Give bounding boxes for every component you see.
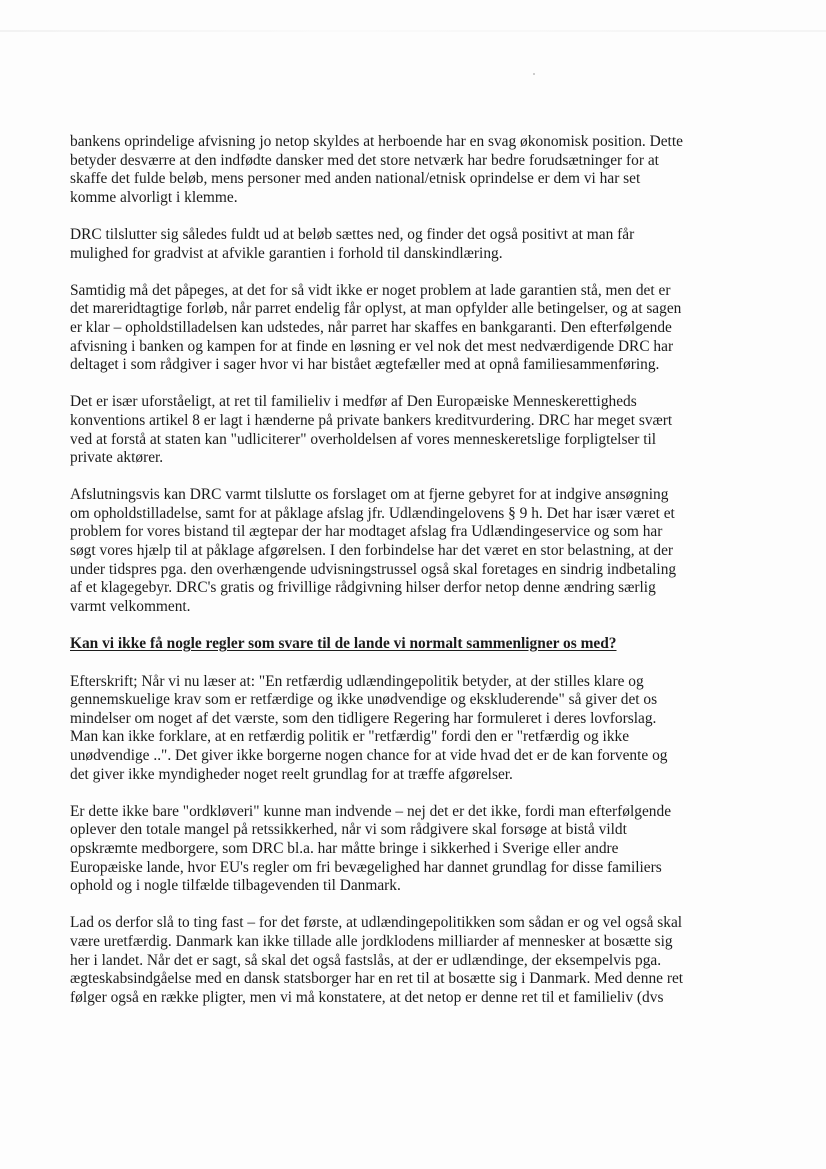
text-line: afvisning i banken og kampen for at finde en løsning er vel nok det mest nedværdigende DRC har	[70, 337, 674, 355]
text-line: følger også en række pligter, men vi må konstatere, at det netop er denne ret til et familieliv (dvs	[70, 988, 664, 1006]
text-line: bankens oprindelige afvisning jo netop skyldes at herboende har en svag økonomisk position. Dette	[70, 133, 683, 150]
text-line: private aktører.	[70, 449, 164, 467]
text-line: mulighed for gradvist at afvikle garantien i forhold til danskindlæring.	[70, 244, 503, 262]
text-line: oplever den totale mangel på retssikkerhed, når vi som rådgivere skal forsøge at bistå vildt	[70, 821, 627, 839]
text-line: om opholdstilladelse, samt for at påklage afslag jfr. Udlændingelovens § 9 h. Det har især været et	[70, 504, 675, 522]
text-line: søgt vores hjælp til at påklage afgørelsen. I den forbindelse har det været en stor belastning, at der	[70, 542, 674, 560]
text-line: ophold og i nogle tilfælde tilbagevenden til Danmark.	[70, 877, 401, 895]
text-line: af et klagegebyr. DRC's gratis og frivillige rådgivning hilser derfor netop denne ændring særlig	[70, 579, 656, 597]
text-line: Er dette ikke bare "ordkløveri" kunne man indvende – nej det er det ikke, fordi man efterfølgende	[70, 802, 672, 820]
text-line: ved at forstå at staten kan "udliciterer" overholdelsen af vores menneskeretslige forpligtelser til	[70, 430, 657, 448]
text-line: komme alvorligt i klemme.	[70, 188, 238, 206]
text-line: betyder desværre at den indfødte dansker med det store netværk har bedre forudsætninger for at	[70, 151, 659, 169]
text-line: DRC tilslutter sig således fuldt ud at beløb sættes ned, og finder det også positivt at man får	[70, 225, 635, 243]
text-line: konventions artikel 8 er lagt i hænderne på private bankers kreditvurdering. DRC har meget svært	[70, 411, 673, 429]
text-line: mindelser om noget af det værste, som den tidligere Regering har formuleret i deres lovforslag.	[70, 709, 657, 727]
paragraph-legal-certainty	[70, 803, 770, 896]
text-line: under tidspres pga. den overhængende udvisningstrussel også skal foretages en sindrig indbetaling	[70, 560, 677, 578]
text-line: være uretfærdig. Danmark kan ikke tillade alle jordklodens milliarder af mennesker at bosætte sig	[70, 932, 673, 950]
section-heading: Kan vi ikke få nogle regler som svare til de lande vi normalt sammenligner os med?	[70, 635, 617, 653]
text-line: Man kan ikke forklare, at en retfærdig politik er "retfærdig" fordi den er "retfærdig og ikke	[70, 728, 630, 746]
text-line: skaffe det fulde beløb, mens personer med anden national/etnisk oprindelse er dem vi har set	[70, 170, 641, 188]
text-line: Samtidig må det påpeges, at det for så vidt ikke er noget problem at lade garantien stå, men det er	[70, 281, 671, 299]
document-body	[70, 133, 770, 1026]
scan-edge-shadow	[0, 30, 826, 32]
text-line: problem for vores bistand til ægtepar der har modtaget afslag fra Udlændingeservice og som har	[70, 523, 663, 541]
text-line: Lad os derfor slå to ting fast – for det første, at udlændingepolitikken som sådan er og vel også skal	[70, 914, 683, 932]
text-line: det giver ikke myndigheder noget reelt grundlag for at træffe afgørelser.	[70, 765, 513, 783]
paragraph-guarantee-process	[70, 282, 770, 375]
text-line: unødvendige ..". Det giver ikke borgerne nogen chance for at vide hvad det er de kan forvente og	[70, 747, 668, 764]
text-line: deltaget i som rådgiver i sager hvor vi har bistået ægtefæller med at opnå familiesammenføring.	[70, 356, 660, 374]
text-line: her i landet. Når det er sagt, så skal det også fastslås, at der er udlændinge, der eksempelvis pga.	[70, 951, 662, 969]
text-line: varmt velkomment.	[70, 597, 191, 615]
text-line: opskræmte medborgere, som DRC bl.a. har måtte bringe i sikkerhed i Sverige eller andre	[70, 839, 619, 857]
text-line: er klar – opholdstilladelsen kan udstedes, når parret har skaffes en bankgaranti. Den efterfølgende	[70, 318, 672, 336]
text-line: gennemskuelige krav som er retfærdige og ikke unødvendige og ekskluderende" så giver det os	[70, 691, 658, 709]
text-line: det mareridtagtige forløb, når parret endelig får oplyst, at man opfylder alle betingelser, og at sagen	[70, 300, 682, 318]
paragraph-fee-removal	[70, 486, 770, 616]
paragraph-bank-rejection	[70, 133, 770, 207]
paragraph-two-facts	[70, 914, 770, 1007]
text-line: ægteskabsindgåelse med en dansk statsborger har en ret til at bosætte sig i Danmark. Med denne ret	[70, 970, 684, 988]
scan-speck	[533, 73, 535, 75]
paragraph-drc-support	[70, 226, 770, 263]
text-line: Efterskrift; Når vi nu læser at: "En retfærdig udlændingepolitik betyder, at der stilles klare og	[70, 672, 644, 690]
text-line: Afslutningsvis kan DRC varmt tilslutte os forslaget om at fjerne gebyret for at indgive ansøgning	[70, 486, 669, 504]
paragraph-postscript	[70, 673, 770, 785]
text-line: Europæiske lande, hvor EU's regler om fri bevægelighed har dannet grundlag for disse familiers	[70, 858, 662, 876]
text-line: Det er især uforståeligt, at ret til familieliv i medfør af Den Europæiske Menneskerettigheds	[70, 393, 637, 411]
paragraph-family-life-rights	[70, 393, 770, 467]
